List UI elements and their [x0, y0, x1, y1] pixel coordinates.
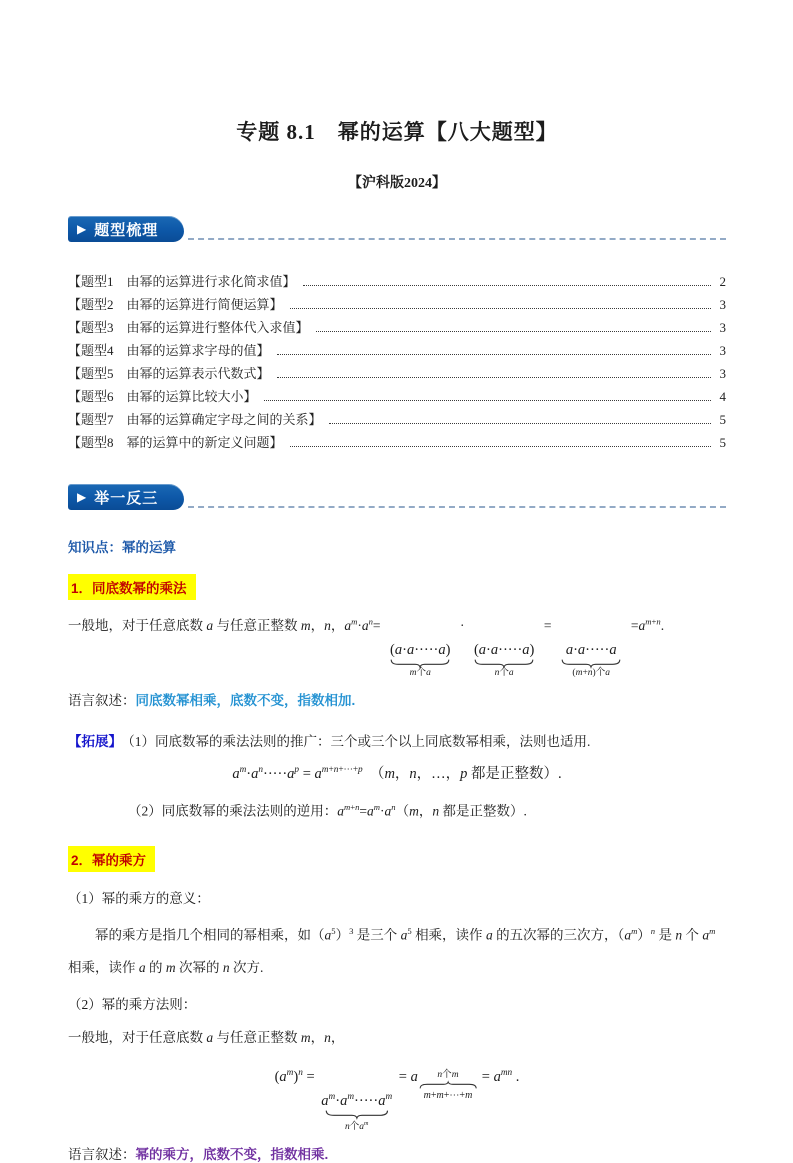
toc-entry-label: 【题型3 由幂的运算进行整体代入求值】 [68, 320, 309, 335]
dot-leader [277, 377, 711, 378]
op-dot: · [459, 618, 465, 633]
subtopic-2-heading: 2．幂的乘方 [68, 846, 155, 872]
narration-label: 语言叙述： [68, 1146, 136, 1162]
power-lhs: $(a^m)^n$ = [274, 1068, 315, 1085]
power-base: a [410, 1068, 418, 1085]
play-triangle-icon: ▶ [77, 222, 88, 236]
banner-outline-label: 题型梳理 [94, 221, 159, 239]
op-equals: = [543, 618, 552, 633]
edition-subtitle: 【沪科版2024】 [348, 176, 446, 191]
underbrace [325, 1110, 389, 1118]
dot-leader [277, 354, 711, 355]
extension-note-2: （2）同底数幂的乘法法则的逆用：$a^{m+n}=a^m\cdot a^n(m$，n 都是正整数）. [128, 802, 527, 819]
power-meaning-body: 幂的乘方是指几个相同的幂相乘，如$(a^5)^3$ 是三个 $a^5$ 相乘，读作 a 的五次幂的三次方，$(a^m)^n$ 是 n 个 $a^m$ 相乘，读作 a 的 m 次幂的 n 次方. [68, 925, 716, 975]
extension-note-1 [68, 725, 726, 758]
banner-practice-label: 举一反三 [94, 489, 159, 507]
knowledge-point-heading: 知识点：幂的运算 [68, 540, 176, 555]
dashed-rule [188, 238, 726, 240]
underbrace-group-m: (a·a·····a) m个a [390, 642, 451, 678]
toc-entry-label: 【题型1 由幂的运算进行求化简求值】 [68, 274, 296, 289]
extension-1-formula: $a^m\cdot a^n\cdot\cdot\cdot\cdot\cdot a^p = a^{m+n+\cdots+p}$ （m，n，…，p 都是正整数）. [232, 765, 562, 782]
toc-page-number: 3 [719, 343, 726, 358]
underbrace-group-n: (a·a·····a) n个a [473, 642, 535, 678]
power-rule-derivation [68, 1068, 726, 1133]
dot-leader [303, 285, 711, 286]
toc-entry-label: 【题型7 由幂的运算确定字母之间的关系】 [68, 412, 322, 427]
toc-entry-5[interactable] [68, 362, 726, 385]
dashed-rule [188, 506, 726, 508]
derivation-intro: 一般地，对于任意底数 a 与任意正整数 m，n，$a^m\cdot a^n=$ [68, 616, 381, 633]
toc-entry-1[interactable] [68, 270, 726, 293]
overbrace-group-exponent: n个m m+m+⋯+m [419, 1070, 477, 1102]
subtopic-2-heading-wrap [68, 846, 726, 872]
toc-entry-label: 【题型5 由幂的运算表示代数式】 [68, 366, 270, 381]
underbrace [474, 659, 534, 667]
power-rule-intro: 一般地，对于任意底数 a 与任意正整数 m，n， [68, 1030, 345, 1045]
toc-entry-6[interactable] [68, 385, 726, 408]
underbrace [390, 659, 450, 667]
dot-leader [290, 308, 711, 309]
op-equals: = [398, 1068, 407, 1085]
dot-leader [316, 331, 711, 332]
banner-practice-tab [68, 484, 184, 510]
narration-product-rule [68, 689, 726, 709]
underbrace-group-am: $a^m\cdot a^m\cdot\cdot\cdot\cdot\cdot a^m$ n个$a^m$ [321, 1092, 393, 1132]
toc-page-number: 3 [719, 297, 726, 312]
narration-label: 语言叙述： [68, 693, 136, 708]
narration-text-purple: 幂的乘方，底数不变，指数相乘. [135, 1146, 329, 1162]
narration-power-rule [68, 1143, 726, 1163]
toc-entry-7[interactable] [68, 408, 726, 431]
toc-entry-label: 【题型2 由幂的运算进行简便运算】 [68, 297, 283, 312]
banner-outline-tab [68, 216, 184, 242]
toc-page-number: 3 [719, 366, 726, 381]
table-of-contents [68, 270, 726, 454]
toc-entry-label: 【题型6 由幂的运算比较大小】 [68, 389, 257, 404]
section-banner-outline-row [68, 216, 726, 242]
power-meaning-head: （1）幂的乘方的意义： [68, 890, 210, 906]
narration-text-blue: 同底数幂相乘，底数不变，指数相加. [135, 693, 356, 708]
toc-entry-8[interactable] [68, 431, 726, 454]
subtopic-1-heading-wrap [68, 574, 726, 600]
product-rule-derivation [68, 614, 726, 679]
extension-tag: 【拓展】 [68, 734, 122, 749]
subtopic-1-heading: 1．同底数幂的乘法 [68, 574, 196, 600]
toc-entry-3[interactable] [68, 316, 726, 339]
toc-page-number: 2 [719, 274, 726, 289]
underbrace-group-mn: a·a·····a (m+n)个a [558, 641, 625, 679]
play-triangle-icon: ▶ [77, 490, 88, 504]
dot-leader [329, 423, 711, 424]
underbrace [561, 659, 621, 667]
dot-leader [264, 400, 711, 401]
toc-page-number: 4 [719, 389, 726, 404]
toc-page-number: 5 [719, 412, 726, 427]
toc-entry-label: 【题型8 幂的运算中的新定义问题】 [68, 435, 283, 450]
power-result: = $a^{mn}$ . [481, 1068, 520, 1085]
page-title: 专题 8.1 幂的运算【八大题型】 [236, 120, 558, 144]
toc-page-number: 3 [719, 320, 726, 335]
extension-1-text: （1）同底数幂的乘法法则的推广：三个或三个以上同底数幂相乘，法则也适用. [128, 734, 591, 749]
section-banner-practice-row [68, 484, 726, 510]
toc-entry-label: 【题型4 由幂的运算求字母的值】 [68, 343, 270, 358]
power-rule-head: （2）幂的乘方法则： [68, 997, 197, 1012]
dot-leader [290, 446, 711, 447]
overbrace [419, 1082, 477, 1089]
toc-entry-4[interactable] [68, 339, 726, 362]
toc-page-number: 5 [719, 435, 726, 450]
derivation-result: $=a^{m+n}$. [630, 616, 665, 633]
toc-entry-2[interactable] [68, 293, 726, 316]
